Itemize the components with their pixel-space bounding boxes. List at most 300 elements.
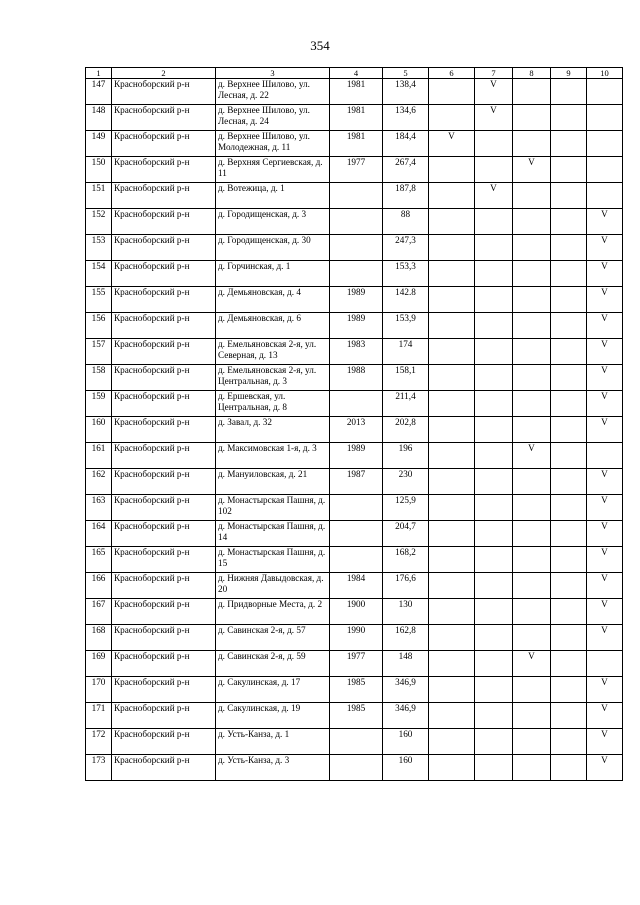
table-cell: 142.8 [383, 287, 429, 313]
table-cell: 1989 [330, 287, 383, 313]
table-cell [429, 547, 475, 573]
table-cell [330, 183, 383, 209]
table-cell: Красноборский р-н [112, 157, 216, 183]
table-cell [475, 313, 513, 339]
table-cell: д. Городищенская, д. 30 [216, 235, 330, 261]
table-cell: 151 [86, 183, 112, 209]
table-cell: 158 [86, 365, 112, 391]
table-cell: 150 [86, 157, 112, 183]
table-cell [513, 131, 551, 157]
table-cell: 187,8 [383, 183, 429, 209]
table-row [86, 729, 623, 755]
table-cell: 152 [86, 209, 112, 235]
table-cell: 1977 [330, 651, 383, 677]
table-cell: V [475, 183, 513, 209]
table-cell: 159 [86, 391, 112, 417]
table-cell [551, 339, 587, 365]
table-cell: д. Мануиловская, д. 21 [216, 469, 330, 495]
table-row [86, 365, 623, 391]
table-cell: 1985 [330, 677, 383, 703]
table-cell: д. Усть-Канза, д. 3 [216, 755, 330, 781]
table-cell: 172 [86, 729, 112, 755]
table-cell [429, 235, 475, 261]
table-cell: 1900 [330, 599, 383, 625]
table-cell: Красноборский р-н [112, 703, 216, 729]
table-cell: 153,9 [383, 313, 429, 339]
table-cell: V [587, 599, 623, 625]
table-cell [429, 365, 475, 391]
table-cell: Красноборский р-н [112, 313, 216, 339]
table-row [86, 573, 623, 599]
table-cell [513, 105, 551, 131]
column-header: 8 [513, 68, 551, 79]
table-cell [513, 547, 551, 573]
table-cell [330, 391, 383, 417]
table-cell [429, 417, 475, 443]
table-cell [587, 79, 623, 105]
table-cell [551, 365, 587, 391]
table-cell: 168 [86, 625, 112, 651]
table-cell: д. Горчинская, д. 1 [216, 261, 330, 287]
table-cell [475, 651, 513, 677]
table-cell [513, 573, 551, 599]
table-cell: Красноборский р-н [112, 183, 216, 209]
table-cell: 247,3 [383, 235, 429, 261]
table-cell: 134,6 [383, 105, 429, 131]
table-cell: Красноборский р-н [112, 521, 216, 547]
table-cell [513, 235, 551, 261]
table-cell: Красноборский р-н [112, 573, 216, 599]
table-cell [429, 755, 475, 781]
table-cell: 1987 [330, 469, 383, 495]
table-cell: 1990 [330, 625, 383, 651]
table-cell: V [587, 261, 623, 287]
table-cell: д. Емельяновская 2-я, ул. Центральная, д. 3 [216, 365, 330, 391]
column-header: 6 [429, 68, 475, 79]
table-cell [330, 729, 383, 755]
table-cell: д. Сакулинская, д. 19 [216, 703, 330, 729]
table-cell: Красноборский р-н [112, 105, 216, 131]
table-cell: 2013 [330, 417, 383, 443]
column-header: 2 [112, 68, 216, 79]
table-cell [475, 235, 513, 261]
table-cell [429, 183, 475, 209]
table-cell [513, 313, 551, 339]
table-cell: 1981 [330, 105, 383, 131]
table-row [86, 209, 623, 235]
table-cell: V [587, 677, 623, 703]
table-cell: V [587, 703, 623, 729]
table-cell [513, 677, 551, 703]
table-cell [551, 599, 587, 625]
table-cell [429, 677, 475, 703]
table-cell [429, 391, 475, 417]
table-cell: V [587, 521, 623, 547]
table-row [86, 261, 623, 287]
table-cell [587, 443, 623, 469]
table-cell: 202,8 [383, 417, 429, 443]
table-cell [551, 443, 587, 469]
table-cell [587, 131, 623, 157]
table-cell: 161 [86, 443, 112, 469]
table-cell [429, 625, 475, 651]
table-cell: 155 [86, 287, 112, 313]
table-cell [475, 625, 513, 651]
table-cell: д. Придворные Места, д. 2 [216, 599, 330, 625]
table-cell [429, 105, 475, 131]
table-cell: Красноборский р-н [112, 339, 216, 365]
table-cell [513, 183, 551, 209]
column-header: 3 [216, 68, 330, 79]
table-row [86, 391, 623, 417]
table-cell: 346,9 [383, 703, 429, 729]
table-cell: 88 [383, 209, 429, 235]
table-cell [551, 183, 587, 209]
table-cell: 125,9 [383, 495, 429, 521]
table-cell [475, 729, 513, 755]
table-cell [551, 703, 587, 729]
table-cell [429, 157, 475, 183]
table-cell: Красноборский р-н [112, 235, 216, 261]
table-cell [429, 79, 475, 105]
table-cell: 160 [86, 417, 112, 443]
table-cell [513, 599, 551, 625]
table-cell: 163 [86, 495, 112, 521]
table-cell: 1977 [330, 157, 383, 183]
table-cell [475, 599, 513, 625]
page-number: 354 [310, 38, 330, 53]
table-cell [551, 625, 587, 651]
table-row [86, 755, 623, 781]
table-cell: 1981 [330, 79, 383, 105]
table-row [86, 651, 623, 677]
table-row [86, 521, 623, 547]
table-cell [513, 625, 551, 651]
table-cell: 196 [383, 443, 429, 469]
table-cell [513, 261, 551, 287]
table-cell: Красноборский р-н [112, 417, 216, 443]
table-row [86, 599, 623, 625]
table-cell: 1985 [330, 703, 383, 729]
table-cell: 138,4 [383, 79, 429, 105]
column-header: 9 [551, 68, 587, 79]
table-cell [513, 209, 551, 235]
table-cell: 169 [86, 651, 112, 677]
table-body [86, 68, 623, 781]
table-cell [330, 261, 383, 287]
table-cell: д. Завал, д. 32 [216, 417, 330, 443]
table-cell: 1989 [330, 443, 383, 469]
table-cell [475, 391, 513, 417]
table-cell [551, 235, 587, 261]
table-cell [429, 209, 475, 235]
table-cell: 157 [86, 339, 112, 365]
table-cell [429, 703, 475, 729]
table-cell [429, 313, 475, 339]
table-cell [429, 443, 475, 469]
table-cell: V [587, 391, 623, 417]
table-cell [587, 157, 623, 183]
table-cell [475, 677, 513, 703]
housing-table [85, 67, 623, 781]
table-cell [330, 209, 383, 235]
table-cell: Красноборский р-н [112, 755, 216, 781]
table-cell [551, 573, 587, 599]
table-cell: д. Верхнее Шилово, ул. Лесная, д. 22 [216, 79, 330, 105]
table-cell [475, 287, 513, 313]
table-cell: Красноборский р-н [112, 469, 216, 495]
table-cell [429, 599, 475, 625]
table-row [86, 443, 623, 469]
table-cell [475, 157, 513, 183]
table-cell: V [587, 287, 623, 313]
table-cell: Красноборский р-н [112, 677, 216, 703]
table-cell [475, 209, 513, 235]
table-cell: 170 [86, 677, 112, 703]
table-cell: Красноборский р-н [112, 443, 216, 469]
table-cell: 204,7 [383, 521, 429, 547]
table-cell [551, 313, 587, 339]
table-cell: V [587, 339, 623, 365]
table-row [86, 79, 623, 105]
table-cell [513, 729, 551, 755]
table-row [86, 183, 623, 209]
table-cell [330, 235, 383, 261]
table-cell: V [587, 729, 623, 755]
table-cell [551, 131, 587, 157]
table-cell: д. Сакулинская, д. 17 [216, 677, 330, 703]
table-cell: 148 [383, 651, 429, 677]
table-cell: 184,4 [383, 131, 429, 157]
table-cell: Красноборский р-н [112, 261, 216, 287]
table-cell: 1981 [330, 131, 383, 157]
table-cell: Красноборский р-н [112, 729, 216, 755]
table-cell [475, 755, 513, 781]
table-cell: 211,4 [383, 391, 429, 417]
table-cell: V [513, 443, 551, 469]
table-cell: V [587, 365, 623, 391]
table-row [86, 469, 623, 495]
table-cell: Красноборский р-н [112, 79, 216, 105]
table-cell: 160 [383, 729, 429, 755]
table-cell: 167 [86, 599, 112, 625]
table-cell [429, 339, 475, 365]
table-cell: Красноборский р-н [112, 365, 216, 391]
table-cell [475, 261, 513, 287]
header-row [86, 68, 623, 79]
table-cell: Красноборский р-н [112, 651, 216, 677]
table-cell [513, 417, 551, 443]
table-cell: д. Усть-Канза, д. 1 [216, 729, 330, 755]
column-header: 1 [86, 68, 112, 79]
table-cell: 346,9 [383, 677, 429, 703]
table-cell: V [429, 131, 475, 157]
table-cell: д. Максимовская 1-я, д. 3 [216, 443, 330, 469]
table-cell: V [587, 313, 623, 339]
table-cell [551, 521, 587, 547]
table-cell [429, 651, 475, 677]
table-cell: V [513, 651, 551, 677]
table-cell: 148 [86, 105, 112, 131]
table-cell: 1989 [330, 313, 383, 339]
table-cell: д. Савинская 2-я, д. 57 [216, 625, 330, 651]
table-cell [551, 417, 587, 443]
table-cell: 165 [86, 547, 112, 573]
table-cell: 158,1 [383, 365, 429, 391]
table-cell: 1988 [330, 365, 383, 391]
table-cell [513, 287, 551, 313]
table-cell [513, 495, 551, 521]
table-cell: V [475, 105, 513, 131]
table-cell [429, 521, 475, 547]
table-cell [513, 521, 551, 547]
table-row [86, 625, 623, 651]
table-row [86, 547, 623, 573]
table-cell: д. Демьяновская, д. 4 [216, 287, 330, 313]
table-cell: 230 [383, 469, 429, 495]
table-cell [330, 495, 383, 521]
table-cell: 154 [86, 261, 112, 287]
table-row [86, 495, 623, 521]
table-cell [429, 573, 475, 599]
table-cell [551, 157, 587, 183]
table-cell: д. Верхнее Шилово, ул. Лесная, д. 24 [216, 105, 330, 131]
table-cell: д. Монастырская Пашня, д. 14 [216, 521, 330, 547]
table-cell: V [587, 495, 623, 521]
table-row [86, 339, 623, 365]
table-cell: д. Монастырская Пашня, д. 15 [216, 547, 330, 573]
table-cell [551, 677, 587, 703]
table-row [86, 105, 623, 131]
table-cell: 174 [383, 339, 429, 365]
table-cell [429, 287, 475, 313]
table-row [86, 313, 623, 339]
table-cell [551, 755, 587, 781]
table-cell: V [587, 573, 623, 599]
table-cell [475, 547, 513, 573]
table-cell [551, 261, 587, 287]
table-cell [330, 755, 383, 781]
table-cell [330, 547, 383, 573]
table-cell: V [587, 235, 623, 261]
table-row [86, 157, 623, 183]
table-cell: 1983 [330, 339, 383, 365]
table-cell: д. Ершевская, ул. Центральная, д. 8 [216, 391, 330, 417]
table-cell [429, 729, 475, 755]
table-cell: д. Вотежица, д. 1 [216, 183, 330, 209]
table-cell: д. Савинская 2-я, д. 59 [216, 651, 330, 677]
table-cell [513, 755, 551, 781]
table-cell [513, 703, 551, 729]
table-cell: 171 [86, 703, 112, 729]
table-cell [551, 729, 587, 755]
table-cell [475, 417, 513, 443]
table-cell: V [475, 79, 513, 105]
table-cell [513, 339, 551, 365]
table-cell: V [587, 755, 623, 781]
table-cell [513, 365, 551, 391]
table-cell: V [587, 625, 623, 651]
table-cell: Красноборский р-н [112, 209, 216, 235]
table-cell: V [587, 417, 623, 443]
table-cell [551, 547, 587, 573]
table-cell: 153,3 [383, 261, 429, 287]
table-cell: Красноборский р-н [112, 495, 216, 521]
table-cell [475, 443, 513, 469]
table-cell: Красноборский р-н [112, 599, 216, 625]
table-cell: 173 [86, 755, 112, 781]
table-cell [475, 521, 513, 547]
table-row [86, 131, 623, 157]
table-cell: 1984 [330, 573, 383, 599]
table-row [86, 287, 623, 313]
table-cell [429, 469, 475, 495]
table-cell [587, 105, 623, 131]
table-cell: 160 [383, 755, 429, 781]
table-cell [551, 79, 587, 105]
table-cell [551, 391, 587, 417]
table-cell [587, 651, 623, 677]
table-cell [551, 209, 587, 235]
table-cell: 267,4 [383, 157, 429, 183]
table-cell: д. Верхнее Шилово, ул. Молодежная, д. 11 [216, 131, 330, 157]
table-cell: V [587, 469, 623, 495]
table-cell: V [587, 547, 623, 573]
table-cell: д. Демьяновская, д. 6 [216, 313, 330, 339]
column-header: 10 [587, 68, 623, 79]
table-cell [513, 79, 551, 105]
table-cell: V [513, 157, 551, 183]
table-cell: 147 [86, 79, 112, 105]
table-cell [475, 703, 513, 729]
table-cell: д. Емельяновская 2-я, ул. Северная, д. 13 [216, 339, 330, 365]
table-cell: 168,2 [383, 547, 429, 573]
table-row [86, 677, 623, 703]
table-cell [429, 495, 475, 521]
table-cell: Красноборский р-н [112, 391, 216, 417]
table-cell [551, 469, 587, 495]
table-cell [330, 521, 383, 547]
table-cell: Красноборский р-н [112, 625, 216, 651]
table-cell [475, 339, 513, 365]
table-cell: V [587, 209, 623, 235]
column-header: 5 [383, 68, 429, 79]
table-cell: Красноборский р-н [112, 287, 216, 313]
column-header: 4 [330, 68, 383, 79]
table-cell [587, 183, 623, 209]
table-cell: 162,8 [383, 625, 429, 651]
table-cell: 176,6 [383, 573, 429, 599]
table-row [86, 703, 623, 729]
table-cell: д. Нижняя Давыдовская, д. 20 [216, 573, 330, 599]
table-cell: 130 [383, 599, 429, 625]
table-cell [551, 105, 587, 131]
table-cell: 166 [86, 573, 112, 599]
table-cell: 153 [86, 235, 112, 261]
table-cell [551, 651, 587, 677]
table-cell [475, 495, 513, 521]
column-header: 7 [475, 68, 513, 79]
table-cell [475, 573, 513, 599]
table-cell: Красноборский р-н [112, 547, 216, 573]
table-cell: 162 [86, 469, 112, 495]
table-cell [429, 261, 475, 287]
table-cell [475, 131, 513, 157]
table-cell: 149 [86, 131, 112, 157]
table-cell: Красноборский р-н [112, 131, 216, 157]
table-cell: 164 [86, 521, 112, 547]
table-cell [475, 469, 513, 495]
